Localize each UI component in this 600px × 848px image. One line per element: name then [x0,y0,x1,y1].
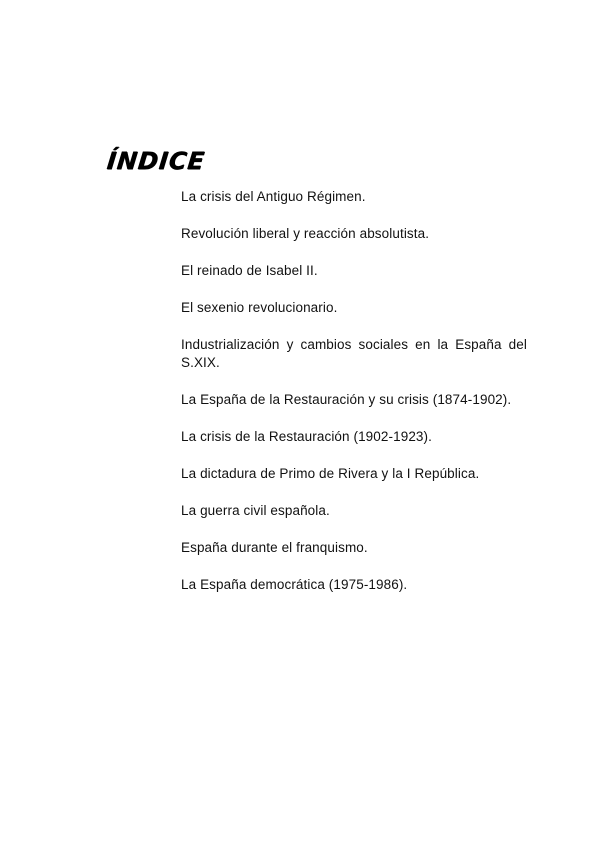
toc-item: El sexenio revolucionario. [181,300,338,315]
toc-item: La España democrática (1975-1986). [181,577,408,592]
toc-item: Industrialización y cambios sociales en la España del S.XIX. [181,337,527,370]
toc-item: La crisis de la Restauración (1902-1923). [181,429,432,444]
toc-item: La crisis del Antiguo Régimen. [181,189,366,204]
toc-item: La España de la Restauración y su crisis (1874-1902). [181,392,512,407]
toc-item: España durante el franquismo. [181,540,368,555]
toc-item: El reinado de Isabel II. [181,263,318,278]
toc-item: Revolución liberal y reacción absolutista. [181,226,430,241]
toc-item: La guerra civil española. [181,503,330,518]
page-title: ÍNDICE [105,147,207,175]
toc-item: La dictadura de Primo de Rivera y la I República. [181,466,480,481]
table-of-contents [181,188,527,613]
